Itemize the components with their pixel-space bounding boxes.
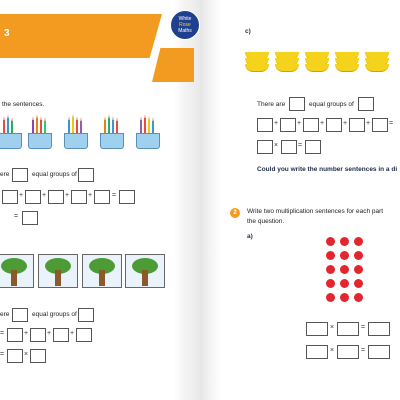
answer-box[interactable] bbox=[326, 118, 342, 132]
banana-bunch-icon bbox=[305, 52, 331, 72]
tree-picture-icon bbox=[38, 254, 78, 288]
question-number: 3 bbox=[4, 28, 10, 39]
right-page bbox=[200, 0, 400, 400]
instruction-text: the sentences. bbox=[2, 101, 45, 108]
red-counter-icon bbox=[340, 293, 349, 302]
tree-picture-icon bbox=[0, 254, 34, 288]
plus-sign: + bbox=[88, 192, 93, 199]
plus-sign: + bbox=[24, 330, 29, 337]
answer-box[interactable] bbox=[119, 190, 135, 204]
sentence-there-text: ere bbox=[0, 171, 10, 178]
answer-box[interactable] bbox=[281, 140, 297, 154]
red-counter-icon bbox=[354, 251, 363, 260]
answer-box[interactable] bbox=[368, 345, 390, 359]
sentence-groups-text: equal groups of bbox=[32, 171, 77, 178]
equals-sign: = bbox=[361, 347, 366, 354]
red-counter-icon bbox=[326, 279, 335, 288]
question-2-badge: 2 bbox=[230, 208, 240, 218]
plus-sign: + bbox=[274, 120, 279, 127]
question-2-text-line2: the question. bbox=[247, 218, 285, 225]
different-way-question: Could you write the number sentences in a di bbox=[257, 166, 398, 173]
answer-box[interactable] bbox=[12, 168, 28, 182]
times-sign: × bbox=[330, 324, 335, 331]
red-counter-icon bbox=[354, 279, 363, 288]
plus-sign: + bbox=[19, 192, 24, 199]
answer-box[interactable] bbox=[306, 322, 328, 336]
equals-sign: = bbox=[112, 192, 117, 199]
equals-sign: = bbox=[0, 351, 5, 358]
answer-box[interactable] bbox=[30, 349, 46, 363]
answer-box[interactable] bbox=[289, 97, 305, 111]
equals-sign: = bbox=[0, 330, 5, 337]
equals-sign: = bbox=[14, 213, 19, 220]
answer-box[interactable] bbox=[71, 190, 87, 204]
answer-box[interactable] bbox=[12, 308, 28, 322]
answer-box[interactable] bbox=[306, 345, 328, 359]
times-sign: × bbox=[274, 142, 279, 149]
answer-box[interactable] bbox=[53, 328, 69, 342]
banana-bunch-icon bbox=[365, 52, 391, 72]
answer-box[interactable] bbox=[358, 97, 374, 111]
plus-sign: + bbox=[343, 120, 348, 127]
answer-box[interactable] bbox=[337, 345, 359, 359]
red-counter-icon bbox=[326, 237, 335, 246]
red-counter-icon bbox=[340, 279, 349, 288]
answer-box[interactable] bbox=[368, 322, 390, 336]
answer-box[interactable] bbox=[372, 118, 388, 132]
equals-sign: = bbox=[361, 324, 366, 331]
answer-box[interactable] bbox=[280, 118, 296, 132]
equals-sign: = bbox=[389, 120, 394, 127]
red-counter-icon bbox=[340, 251, 349, 260]
answer-box[interactable] bbox=[2, 190, 18, 204]
red-counter-icon bbox=[340, 265, 349, 274]
plus-sign: + bbox=[42, 192, 47, 199]
answer-box[interactable] bbox=[78, 168, 94, 182]
red-counter-icon bbox=[340, 237, 349, 246]
plus-sign: + bbox=[297, 120, 302, 127]
publisher-logo: White Rose Maths bbox=[170, 10, 200, 40]
tree-picture-icon bbox=[125, 254, 165, 288]
plus-sign: + bbox=[65, 192, 70, 199]
equals-sign: = bbox=[298, 142, 303, 149]
equal-groups-text: equal groups of bbox=[309, 101, 354, 108]
answer-box[interactable] bbox=[305, 140, 321, 154]
answer-box[interactable] bbox=[7, 328, 23, 342]
sentence-groups-text: equal groups of bbox=[32, 311, 77, 318]
answer-box[interactable] bbox=[48, 190, 64, 204]
answer-box[interactable] bbox=[22, 211, 38, 225]
banana-bunch-icon bbox=[335, 52, 361, 72]
question-2-text-line1: Write two multiplication sentences for each part bbox=[247, 208, 384, 215]
times-sign: × bbox=[24, 351, 29, 358]
red-counter-icon bbox=[354, 237, 363, 246]
plus-sign: + bbox=[70, 330, 75, 337]
answer-box[interactable] bbox=[337, 322, 359, 336]
banana-bunch-icon bbox=[245, 52, 271, 72]
red-counter-icon bbox=[326, 293, 335, 302]
part-a-label: a) bbox=[247, 233, 253, 240]
question-banner bbox=[0, 14, 162, 60]
red-counter-icon bbox=[326, 265, 335, 274]
answer-box[interactable] bbox=[78, 308, 94, 322]
tree-picture-icon bbox=[82, 254, 122, 288]
answer-box[interactable] bbox=[76, 328, 92, 342]
part-c-label: c) bbox=[245, 28, 251, 35]
answer-box[interactable] bbox=[349, 118, 365, 132]
red-counter-icon bbox=[354, 265, 363, 274]
answer-box[interactable] bbox=[94, 190, 110, 204]
answer-box[interactable] bbox=[303, 118, 319, 132]
red-counter-icon bbox=[354, 293, 363, 302]
plus-sign: + bbox=[320, 120, 325, 127]
sentence-there-text: ere bbox=[0, 311, 10, 318]
answer-box[interactable] bbox=[30, 328, 46, 342]
red-counter-icon bbox=[326, 251, 335, 260]
plus-sign: + bbox=[366, 120, 371, 127]
banana-bunch-icon bbox=[275, 52, 301, 72]
plus-sign: + bbox=[47, 330, 52, 337]
answer-box[interactable] bbox=[257, 140, 273, 154]
answer-box[interactable] bbox=[25, 190, 41, 204]
there-are-text: There are bbox=[257, 101, 286, 108]
page-gutter-right bbox=[200, 0, 222, 400]
answer-box[interactable] bbox=[7, 349, 23, 363]
answer-box[interactable] bbox=[257, 118, 273, 132]
times-sign: × bbox=[330, 347, 335, 354]
